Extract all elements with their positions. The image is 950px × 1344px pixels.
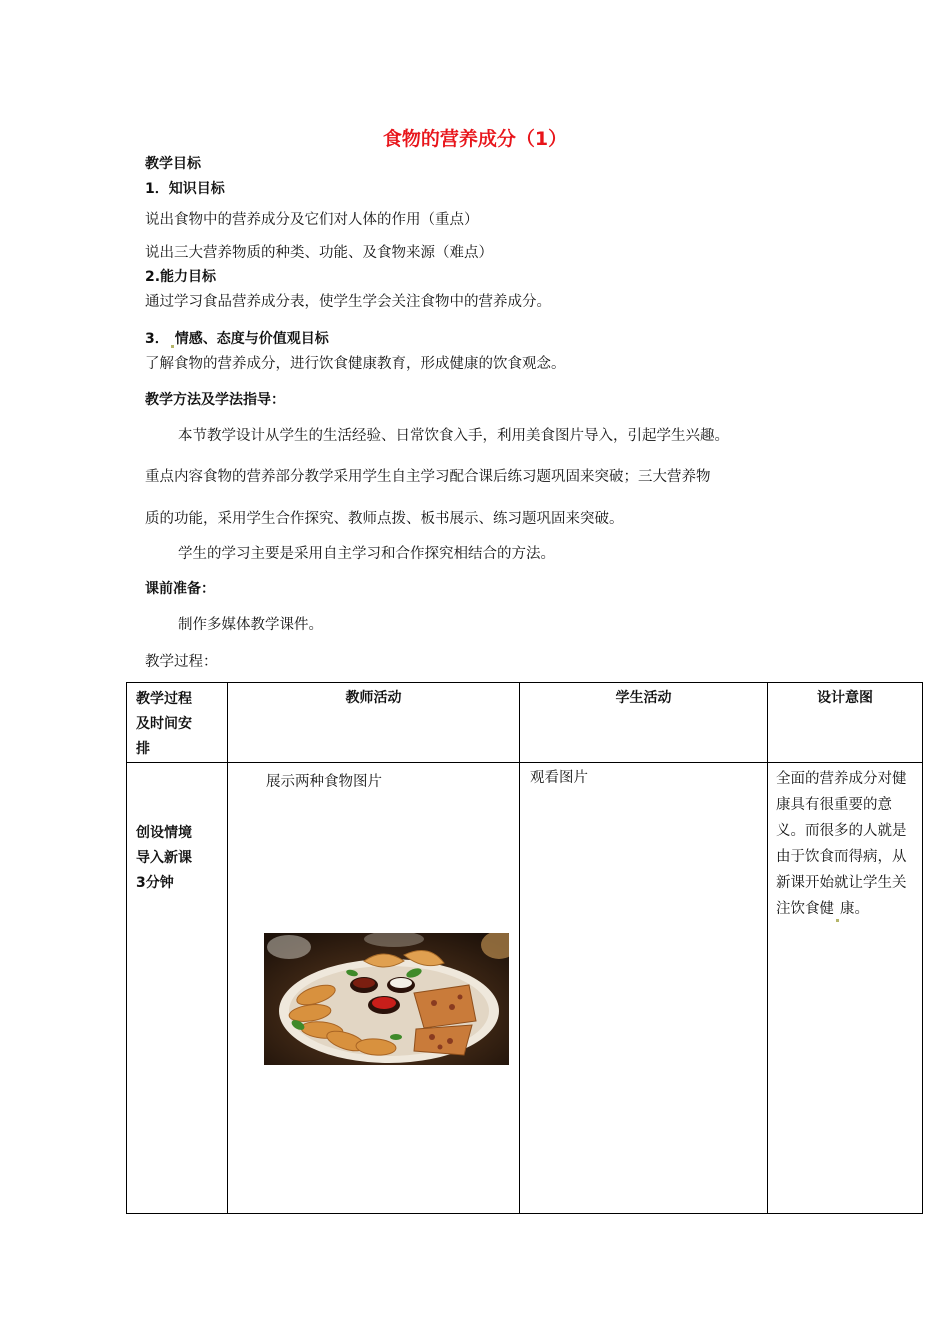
ability-goals-text: 通过学习食品营养成分表，使学生学会关注食物中的营养成分。 [145, 294, 551, 310]
table-row [127, 763, 923, 1214]
knowledge-goals-heading: 1．知识目标 [145, 181, 225, 197]
stray-mark [171, 345, 174, 348]
row-teacher-activity [228, 763, 520, 1214]
header-student-activity: 学生活动 [520, 683, 768, 763]
student-activity-text: 观看图片 [530, 770, 588, 786]
methods-line-4: 学生的学习主要是采用自主学习和合作探究相结合的方法。 [178, 546, 555, 562]
teaching-process-table [126, 682, 923, 1214]
food-platter-illustration [264, 933, 509, 1065]
teacher-activity-text: 展示两种食物图片 [266, 774, 382, 790]
process-label: 教学过程： [145, 654, 218, 670]
methods-line-1: 本节教学设计从学生的生活经验、日常饮食入手，利用美食图片导入，引起学生兴趣。 [178, 428, 729, 444]
methods-line-3: 质的功能，采用学生合作探究、教师点拨、板书展示、练习题巩固来突破。 [145, 511, 624, 527]
row-stage: 创设情境 导入新课 3分钟 [127, 763, 228, 1214]
knowledge-item-2: 说出三大营养物质的种类、功能、及食物来源（难点） [145, 245, 493, 261]
emotion-goals-text: 了解食物的营养成分，进行饮食健康教育，形成健康的饮食观念。 [145, 356, 566, 372]
header-teacher-activity: 教师活动 [228, 683, 520, 763]
stray-mark [836, 919, 839, 922]
preparation-text: 制作多媒体教学课件。 [178, 617, 323, 633]
emotion-heading-label: 情感、态度与价值观目标 [174, 331, 329, 347]
emotion-goals-heading [145, 328, 329, 348]
table-header-row [127, 683, 923, 763]
food-platter-image [264, 933, 509, 1065]
methods-heading: 教学方法及学法指导： [145, 392, 285, 408]
ability-goals-heading: 2.能力目标 [145, 269, 217, 285]
page-title: 食物的营养成分（1） [382, 128, 568, 150]
row-design-intent [768, 763, 923, 1214]
row-student-activity [520, 763, 768, 1214]
knowledge-item-1: 说出食物中的营养成分及它们对人体的作用（重点） [145, 212, 479, 228]
emotion-heading-number: 3． [145, 331, 169, 347]
header-design-intent: 设计意图 [768, 683, 923, 763]
preparation-heading: 课前准备： [145, 581, 215, 597]
methods-line-2: 重点内容食物的营养部分教学采用学生自主学习配合课后练习题巩固来突破；三大营养物 [145, 469, 711, 485]
header-stage: 教学过程 及时间安 排 [127, 683, 228, 763]
design-intent-text: 全面的营养成分对健康具有很重要的意义。而很多的人就是由于饮食而得病，从新课开始就让学生关注饮食健 康。 [776, 766, 916, 922]
teaching-goals-heading: 教学目标 [145, 156, 201, 172]
